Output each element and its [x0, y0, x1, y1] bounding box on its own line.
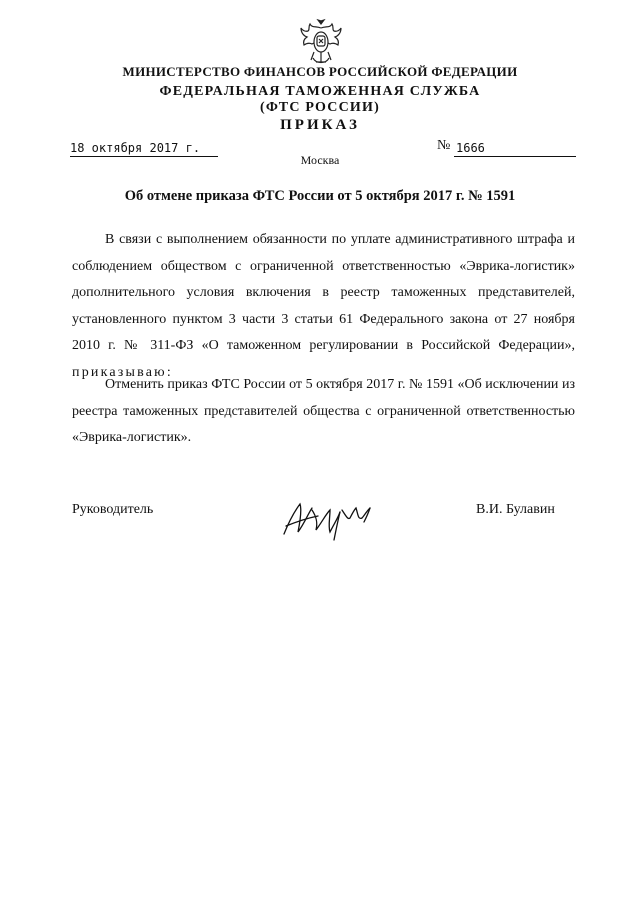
- order-number: 1666: [454, 141, 576, 157]
- body-paragraph-2: Отменить приказ ФТС России от 5 октября 2017 г. № 1591 «Об исключении из реестра таможенных представителей общества с ограниченной ответственностью «Эврика-логистик».: [72, 377, 575, 445]
- order-word: приказываю:: [72, 364, 173, 380]
- signatory-name: В.И. Булавин: [476, 502, 555, 517]
- service-short-heading: (ФТС РОССИИ): [260, 100, 380, 115]
- preamble-text: В связи с выполнением обязанности по уплате административного штрафа и соблюдением обществом с ограниченной ответственностью «Эврика-логистик» дополнительного условия включения в реестр таможенных представителей, установленного пунктом 3 части 3 статьи 61 Федерального закона от 27 ноября 2010 г. № 311-ФЗ «О таможенном регулировании в Российской Федерации»,: [72, 232, 575, 353]
- ministry-heading: МИНИСТЕРСТВО ФИНАНСОВ РОССИЙСКОЙ ФЕДЕРАЦИИ: [122, 64, 518, 79]
- signatory-role: Руководитель: [72, 502, 154, 517]
- service-heading: ФЕДЕРАЛЬНАЯ ТАМОЖЕННАЯ СЛУЖБА: [159, 84, 481, 99]
- handwritten-signature-icon: [278, 488, 382, 546]
- document-type: ПРИКАЗ: [280, 117, 360, 133]
- city: Москва: [300, 153, 340, 167]
- body-paragraph-1: [72, 227, 575, 386]
- order-date: 18 октября 2017 г.: [70, 141, 218, 157]
- document-title: Об отмене приказа ФТС России от 5 октября 2017 г. № 1591: [124, 188, 516, 204]
- russian-coat-of-arms-icon: [298, 18, 344, 68]
- order-number-label: №: [437, 138, 451, 153]
